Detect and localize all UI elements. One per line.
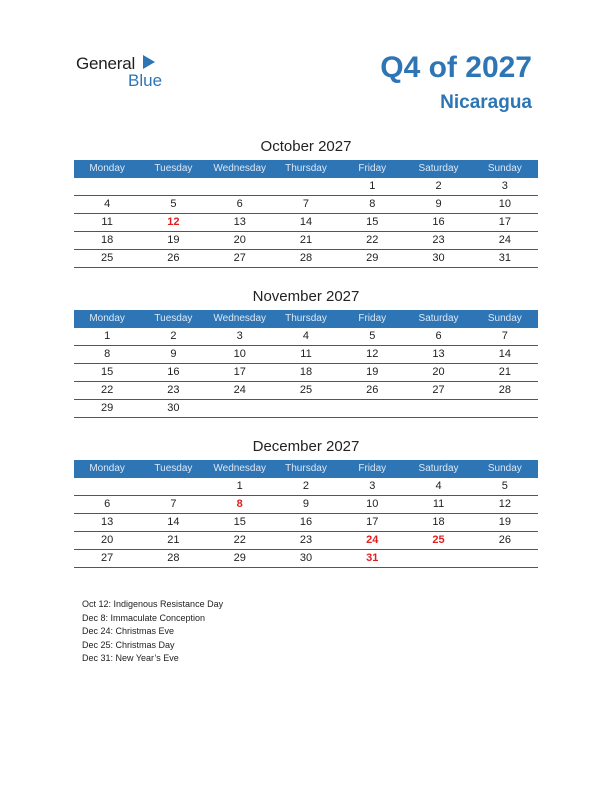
weekday-header xyxy=(74,310,538,328)
logo-flag-icon xyxy=(143,55,155,69)
day-cell: 2 xyxy=(435,180,442,192)
weekday-label: Wednesday xyxy=(213,463,267,474)
day-cell: 14 xyxy=(299,216,313,228)
day-cell: 26 xyxy=(498,534,511,546)
day-cell: 27 xyxy=(233,252,246,264)
holiday-notes xyxy=(82,598,223,666)
day-cell: 24 xyxy=(366,534,379,546)
day-cell: 12 xyxy=(498,498,511,510)
day-cell: 2 xyxy=(302,480,310,492)
week-row xyxy=(74,382,538,400)
day-cell: 26 xyxy=(167,252,180,264)
logo-blue-text: Blue xyxy=(128,71,163,90)
day-cell: 19 xyxy=(498,516,511,528)
weekday-label: Sunday xyxy=(487,163,522,174)
day-cell: 26 xyxy=(366,384,379,396)
day-cell: 1 xyxy=(369,180,376,192)
day-cell: 18 xyxy=(432,516,445,528)
day-cell: 11 xyxy=(432,498,445,510)
week-row xyxy=(74,400,538,418)
week-row xyxy=(74,346,538,364)
month-december xyxy=(74,438,538,568)
day-cell: 18 xyxy=(101,234,114,246)
week-row xyxy=(74,550,538,568)
day-cell: 25 xyxy=(299,384,313,396)
day-cell: 24 xyxy=(233,384,246,396)
day-cell xyxy=(273,178,339,195)
day-cell: 16 xyxy=(167,366,180,378)
day-cell: 3 xyxy=(501,180,508,192)
weekday-label: Thursday xyxy=(285,313,327,324)
day-cell: 13 xyxy=(101,516,114,528)
day-cell: 9 xyxy=(302,498,310,510)
day-cell: 28 xyxy=(299,252,313,264)
generalblue-logo xyxy=(76,54,186,90)
week-row xyxy=(74,232,538,250)
day-cell: 29 xyxy=(366,252,379,264)
day-cell: 23 xyxy=(432,234,445,246)
week-row xyxy=(74,196,538,214)
week-row xyxy=(74,514,538,532)
day-cell: 6 xyxy=(104,498,111,510)
day-cell: 5 xyxy=(170,198,177,210)
weekday-header xyxy=(74,460,538,478)
day-cell: 22 xyxy=(366,234,379,246)
day-cell: 25 xyxy=(432,534,445,546)
day-cell: 28 xyxy=(167,552,180,564)
day-cell: 24 xyxy=(498,234,511,246)
day-cell: 31 xyxy=(498,252,511,264)
weekday-label: Tuesday xyxy=(154,463,193,474)
week-row xyxy=(74,328,538,346)
day-cell: 29 xyxy=(233,552,246,564)
week-row xyxy=(74,478,538,496)
day-cell: 14 xyxy=(167,516,180,528)
day-cell: 16 xyxy=(299,516,313,528)
day-cell: 14 xyxy=(498,348,511,360)
weekday-label: Tuesday xyxy=(154,163,193,174)
logo-general-text: General xyxy=(76,54,136,73)
weekday-label: Sunday xyxy=(487,463,522,474)
day-cell: 29 xyxy=(101,402,114,414)
day-cell: 1 xyxy=(104,330,111,342)
day-cell: 20 xyxy=(432,366,445,378)
day-cell: 19 xyxy=(366,366,379,378)
day-cell: 13 xyxy=(233,216,246,228)
day-cell: 13 xyxy=(432,348,445,360)
weekday-label: Thursday xyxy=(285,163,327,174)
week-row xyxy=(74,214,538,232)
day-cell: 15 xyxy=(101,366,114,378)
day-cell: 8 xyxy=(236,498,243,510)
day-cell: 25 xyxy=(101,252,114,264)
day-cell: 17 xyxy=(498,216,511,228)
day-cell: 6 xyxy=(435,330,442,342)
day-cell: 8 xyxy=(369,198,376,210)
week-row xyxy=(74,496,538,514)
holiday-note: Dec 8: Immaculate Conception xyxy=(82,612,206,623)
month-title: December 2027 xyxy=(252,438,360,455)
day-cell xyxy=(339,400,405,417)
week-row xyxy=(74,178,538,196)
day-cell xyxy=(405,400,471,417)
day-cell: 30 xyxy=(167,402,180,414)
holiday-note: Dec 31: New Year’s Eve xyxy=(82,653,179,663)
day-cell: 23 xyxy=(299,534,313,546)
weekday-label: Friday xyxy=(358,313,387,324)
day-cell: 10 xyxy=(366,498,379,510)
day-cell: 31 xyxy=(366,552,379,564)
day-cell: 21 xyxy=(299,234,313,246)
week-row xyxy=(74,364,538,382)
day-cell: 27 xyxy=(432,384,445,396)
day-cell: 9 xyxy=(170,348,177,360)
day-cell: 8 xyxy=(104,348,111,360)
day-cell: 21 xyxy=(167,534,180,546)
day-cell xyxy=(74,178,140,195)
day-cell xyxy=(405,550,471,567)
day-cell: 3 xyxy=(236,330,243,342)
weekday-label: Saturday xyxy=(418,313,459,324)
day-cell: 15 xyxy=(366,216,379,228)
day-cell: 10 xyxy=(233,348,246,360)
day-cell: 15 xyxy=(233,516,246,528)
day-cell: 16 xyxy=(432,216,445,228)
day-cell: 19 xyxy=(167,234,180,246)
month-title: November 2027 xyxy=(252,288,360,305)
weekday-label: Friday xyxy=(358,163,387,174)
week-row xyxy=(74,250,538,268)
day-cell: 9 xyxy=(435,198,442,210)
day-cell xyxy=(472,400,538,417)
day-cell: 30 xyxy=(299,552,313,564)
day-cell: 30 xyxy=(432,252,445,264)
weekday-label: Wednesday xyxy=(213,163,267,174)
day-cell: 21 xyxy=(498,366,511,378)
day-cell: 4 xyxy=(302,330,310,342)
day-cell: 20 xyxy=(233,234,246,246)
day-cell xyxy=(472,550,538,567)
day-cell: 23 xyxy=(167,384,180,396)
day-cell xyxy=(207,178,273,195)
day-cell: 11 xyxy=(101,216,113,228)
month-title: October 2027 xyxy=(260,138,352,155)
month-october xyxy=(74,138,538,268)
weekday-label: Monday xyxy=(89,163,125,174)
weekday-label: Tuesday xyxy=(154,313,193,324)
day-cell: 7 xyxy=(501,330,508,342)
day-cell: 11 xyxy=(300,348,312,360)
day-cell: 12 xyxy=(366,348,379,360)
day-cell: 17 xyxy=(233,366,246,378)
country-subtitle: Nicaragua xyxy=(440,92,532,113)
weekday-label: Saturday xyxy=(418,163,459,174)
day-cell: 6 xyxy=(236,198,243,210)
day-cell xyxy=(207,400,273,417)
weekday-label: Thursday xyxy=(285,463,327,474)
day-cell: 5 xyxy=(501,480,508,492)
day-cell: 27 xyxy=(101,552,114,564)
day-cell: 1 xyxy=(236,480,243,492)
holiday-note: Dec 24: Christmas Eve xyxy=(82,626,175,636)
holiday-note: Dec 25: Christmas Day xyxy=(82,639,175,650)
weekday-label: Saturday xyxy=(418,463,459,474)
day-cell: 7 xyxy=(170,498,177,510)
day-cell: 4 xyxy=(435,480,442,492)
day-cell: 20 xyxy=(101,534,114,546)
day-cell: 4 xyxy=(104,198,111,210)
day-cell: 22 xyxy=(101,384,114,396)
day-cell xyxy=(140,178,206,195)
day-cell: 3 xyxy=(369,480,376,492)
day-cell: 22 xyxy=(233,534,246,546)
day-cell: 10 xyxy=(498,198,511,210)
weekday-label: Wednesday xyxy=(213,313,267,324)
day-cell: 17 xyxy=(366,516,379,528)
weekday-label: Sunday xyxy=(487,313,522,324)
day-cell: 28 xyxy=(498,384,511,396)
day-cell xyxy=(140,478,206,495)
day-cell: 18 xyxy=(299,366,313,378)
page-title: Q4 of 2027 xyxy=(380,51,532,84)
weekday-header xyxy=(74,160,538,178)
weekday-label: Monday xyxy=(89,463,125,474)
day-cell xyxy=(74,478,140,495)
week-row xyxy=(74,532,538,550)
day-cell: 2 xyxy=(170,330,177,342)
day-cell: 12 xyxy=(167,216,180,228)
day-cell: 5 xyxy=(369,330,376,342)
day-cell: 7 xyxy=(302,198,310,210)
day-cell xyxy=(273,400,339,417)
holiday-note: Oct 12: Indigenous Resistance Day xyxy=(82,599,224,609)
weekday-label: Friday xyxy=(358,463,387,474)
weekday-label: Monday xyxy=(89,313,125,324)
month-november xyxy=(74,288,538,418)
